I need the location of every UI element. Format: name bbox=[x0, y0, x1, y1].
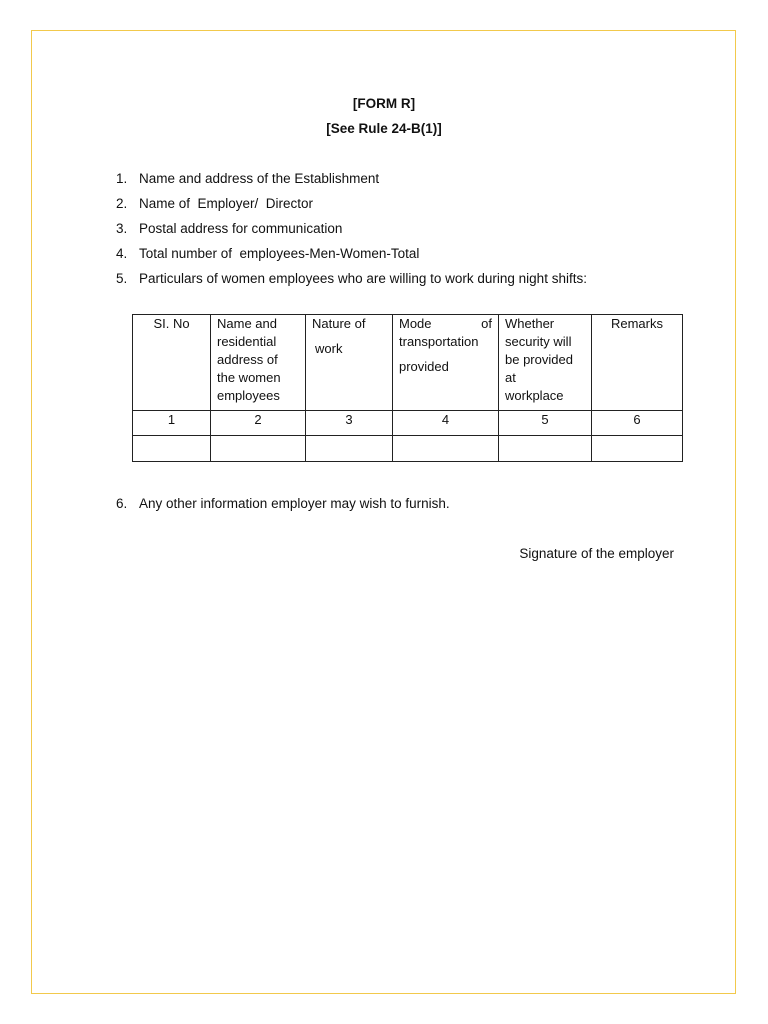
column-number: 4 bbox=[393, 411, 499, 436]
table-cell[interactable] bbox=[499, 436, 592, 462]
header-name-address: Name and residential address of the women employees bbox=[211, 315, 306, 411]
list-item-text: Any other information employer may wish to furnish. bbox=[139, 496, 450, 511]
table-cell[interactable] bbox=[306, 436, 393, 462]
form-title: [FORM R] bbox=[352, 96, 416, 111]
list-item bbox=[116, 196, 313, 211]
column-number: 6 bbox=[592, 411, 683, 436]
list-item bbox=[116, 221, 342, 236]
table-cell[interactable] bbox=[592, 436, 683, 462]
header-serial-no: SI. No bbox=[133, 315, 211, 411]
table-cell[interactable] bbox=[393, 436, 499, 462]
header-remarks: Remarks bbox=[592, 315, 683, 411]
list-item-text: Total number of employees-Men-Women-Total bbox=[139, 246, 420, 261]
table-cell[interactable] bbox=[211, 436, 306, 462]
header-security: Whether security will be provided at workplace bbox=[499, 315, 592, 411]
header-nature-of-work: Nature of work bbox=[306, 315, 393, 411]
list-item bbox=[116, 171, 379, 186]
list-item bbox=[116, 496, 450, 511]
column-number: 1 bbox=[133, 411, 211, 436]
list-item-number: 1. bbox=[116, 171, 128, 186]
column-number: 3 bbox=[306, 411, 393, 436]
women-employees-table bbox=[132, 314, 683, 462]
list-item-number: 4. bbox=[116, 246, 128, 261]
header-transportation: Mode of transportation provided bbox=[393, 315, 499, 411]
column-number: 2 bbox=[211, 411, 306, 436]
employer-signature-label: Signature of the employer bbox=[519, 546, 674, 561]
list-item-text: Name and address of the Establishment bbox=[139, 171, 380, 186]
form-rule-reference: [See Rule 24-B(1)] bbox=[326, 121, 442, 136]
table-header-row bbox=[133, 315, 683, 411]
list-item-text: Name of Employer/ Director bbox=[139, 196, 314, 211]
list-item-number: 5. bbox=[116, 271, 128, 286]
list-item bbox=[116, 246, 419, 261]
column-number: 5 bbox=[499, 411, 592, 436]
list-item-text: Postal address for communication bbox=[139, 221, 343, 236]
list-item bbox=[116, 271, 587, 286]
table-column-number-row bbox=[133, 411, 683, 436]
list-item-number: 6. bbox=[116, 496, 128, 511]
list-item-number: 2. bbox=[116, 196, 128, 211]
list-item-number: 3. bbox=[116, 221, 128, 236]
table-cell[interactable] bbox=[133, 436, 211, 462]
table-row bbox=[133, 436, 683, 462]
list-item-text: Particulars of women employees who are willing to work during night shifts: bbox=[139, 271, 587, 286]
